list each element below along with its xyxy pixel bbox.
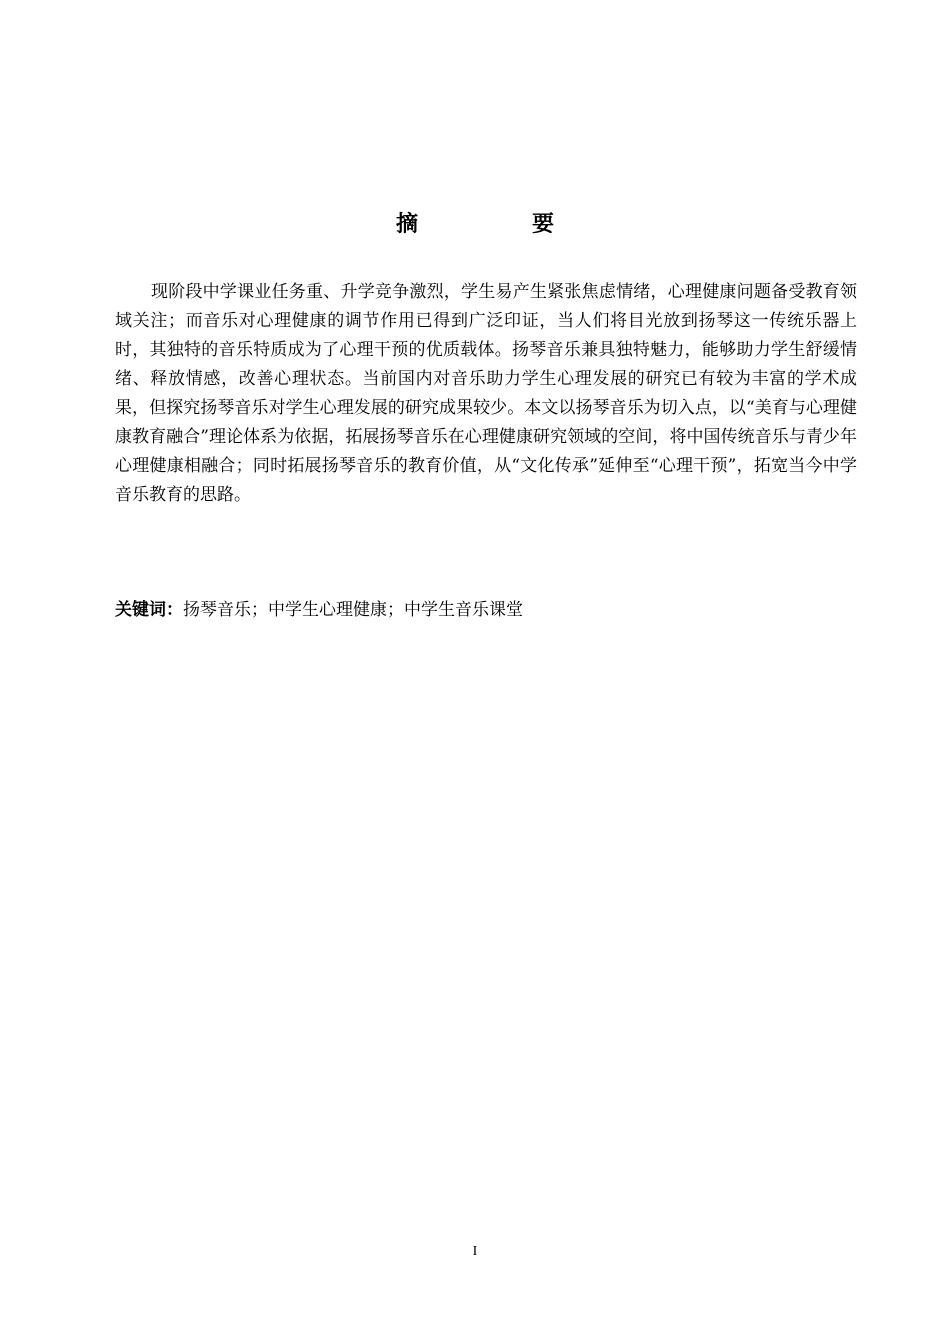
keywords-line [115,596,857,625]
keywords-label: 关键词： [115,600,183,620]
page-number: I [472,1244,478,1259]
keywords-value: 扬琴音乐；中学生心理健康；中学生音乐课堂 [183,600,523,620]
abstract-title: 摘 要 [395,212,600,237]
abstract-body: 现阶段中学课业任务重、升学竞争激烈，学生易产生紧张焦虑情绪，心理健康问题备受教育领域关注；而音乐对心理健康的调节作用已得到广泛印证，当人们将目光放到扬琴这一传统乐器上时，其独特的音乐特质成为了心理干预的优质载体。扬琴音乐兼具独特魅力，能够助力学生舒缓情绪、释放情感，改善心理状态。当前国内对音乐助力学生心理发展的研究已有较为丰富的学术成果，但探究扬琴音乐对学生心理发展的研究成果较少。本文以扬琴音乐为切入点，以“美育与心理健康教育融合”理论体系为依据，拓展扬琴音乐在心理健康研究领域的空间，将中国传统音乐与青少年心理健康相融合；同时拓展扬琴音乐的教育价值，从“文化传承”延伸至“心理干预”，拓宽当今中学音乐教育的思路。 [115,282,857,505]
